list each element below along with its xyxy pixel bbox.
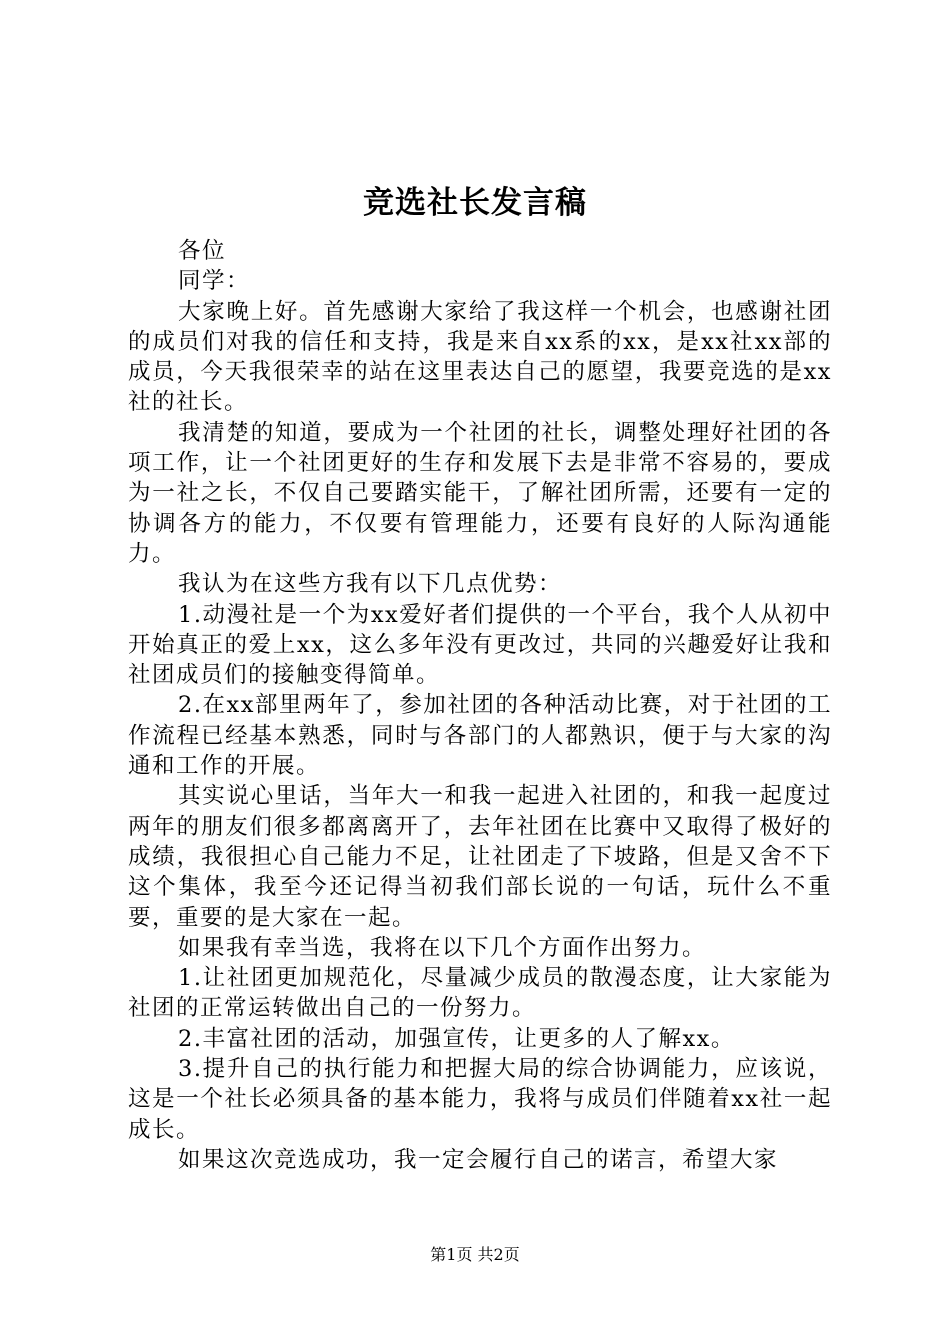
paragraph: 我清楚的知道，要成为一个社团的社长，调整处理好社团的各项工作，让一个社团更好的生存和发展下去是非常不容易的，要成为一社之长，不仅自己要踏实能干，了解社团所需，还要有一定的协调各方的能力，不仅要有管理能力，还要有良好的人际沟通能力。 xyxy=(128,419,832,567)
list-item: 2.丰富社团的活动，加强宣传，让更多的人了解xx。 xyxy=(178,1025,735,1052)
paragraph: 如果我有幸当选，我将在以下几个方面作出努力。 xyxy=(178,934,707,961)
salutation-line-2: 同学： xyxy=(178,268,251,295)
list-item: 3.提升自己的执行能力和把握大局的综合协调能力，应该说，这是一个社长必须具备的基本能力，我将与成员们伴随着xx社一起成长。 xyxy=(128,1056,832,1143)
paragraph: 如果这次竞选成功，我一定会履行自己的诺言，希望大家 xyxy=(178,1146,779,1173)
paragraph: 我认为在这些方我有以下几点优势： xyxy=(178,571,563,598)
list-item: 1.让社团更加规范化，尽量减少成员的散漫态度，让大家能为社团的正常运转做出自己的一份努力。 xyxy=(128,965,832,1022)
list-item: 2.在xx部里两年了，参加社团的各种活动比赛，对于社团的工作流程已经基本熟悉，同时与各部门的人都熟识，便于与大家的沟通和工作的开展。 xyxy=(128,692,832,780)
paragraph: 其实说心里话，当年大一和我一起进入社团的，和我一起度过两年的朋友们很多都离离开了，去年社团在比赛中又取得了极好的成绩，我很担心自己能力不足，让社团走了下坡路，但是又舍不下这个集体，我至今还记得当初我们部长说的一句话，玩什么不重要，重要的是大家在一起。 xyxy=(128,783,832,931)
page-number-footer: 第1页 共2页 xyxy=(430,1245,520,1264)
document-title: 竞选社长发言稿 xyxy=(363,185,587,221)
document-body xyxy=(128,236,832,1175)
list-item: 1.动漫社是一个为xx爱好者们提供的一个平台，我个人从初中开始真正的爱上xx，这么多年没有更改过，共同的兴趣爱好让我和社团成员们的接触变得简单。 xyxy=(128,601,832,689)
salutation-line-1: 各位 xyxy=(178,238,227,264)
paragraph: 大家晚上好。首先感谢大家给了我这样一个机会，也感谢社团的成员们对我的信任和支持，我是来自xx系的xx，是xx社xx部的成员，今天我很荣幸的站在这里表达自己的愿望，我要竞选的是xx社的社长。 xyxy=(128,298,832,416)
